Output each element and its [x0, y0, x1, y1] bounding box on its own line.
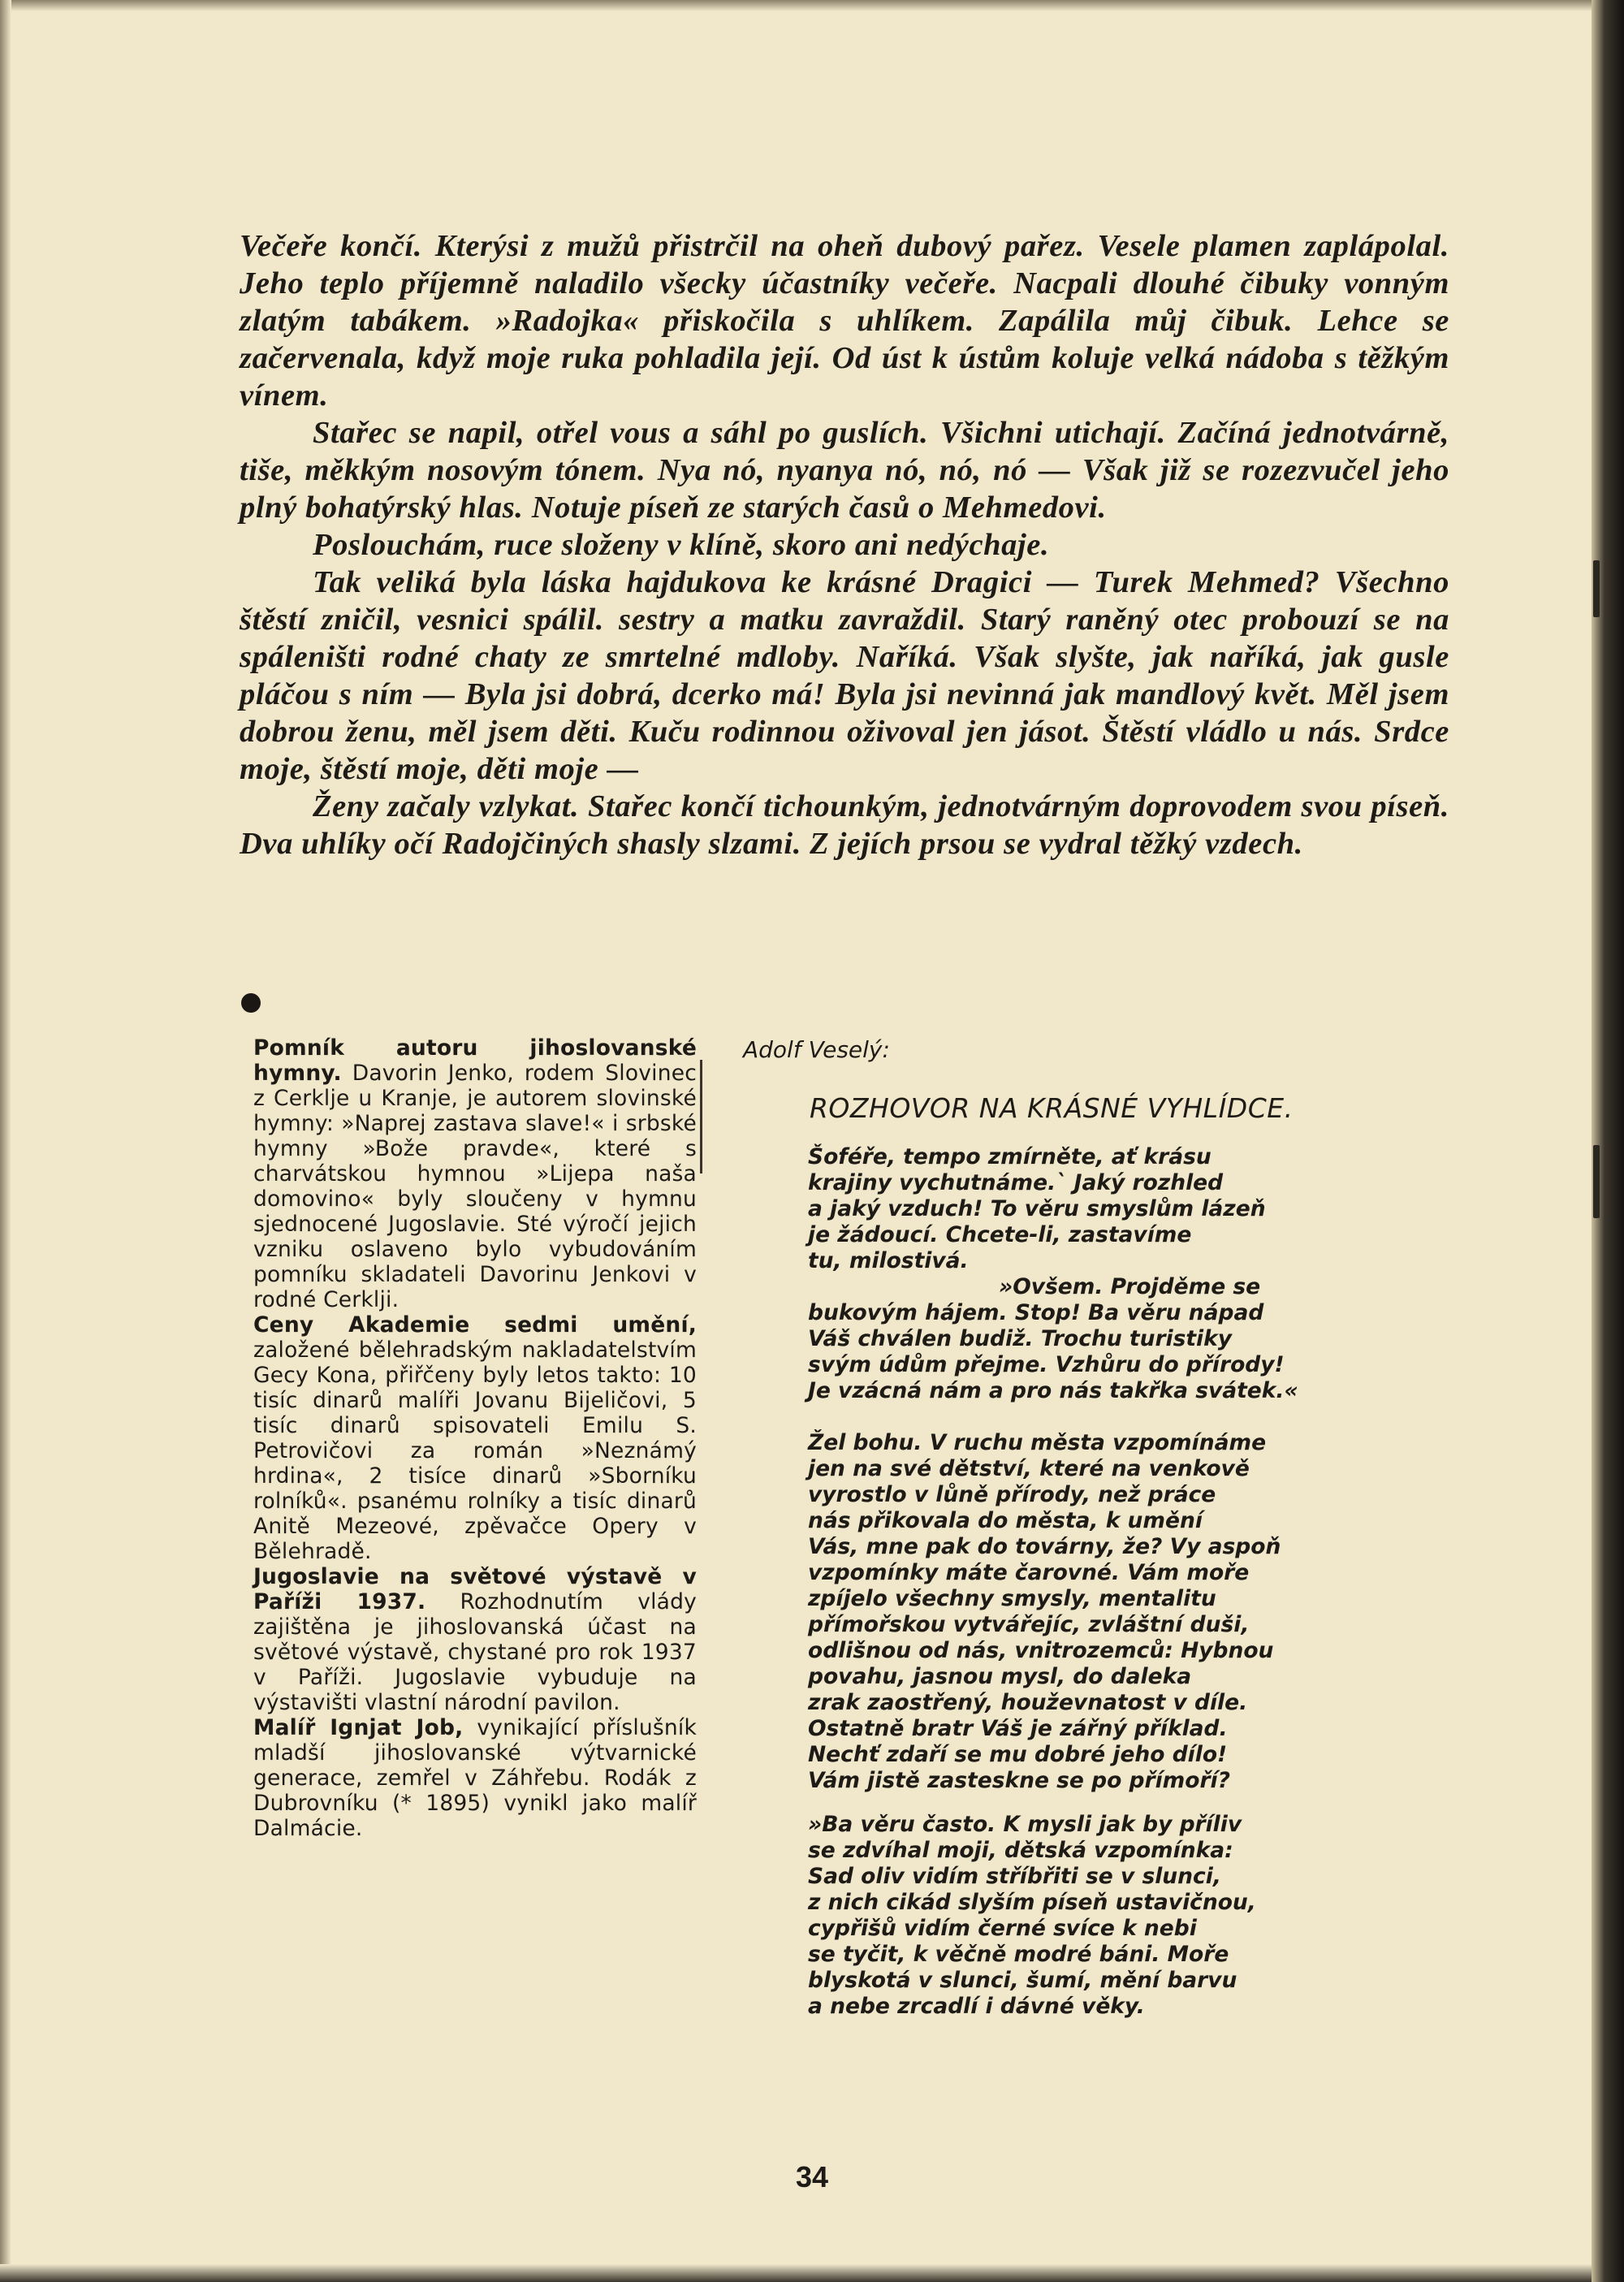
poem-line: Žel bohu. V ruchu města vzpomínáme [808, 1430, 1267, 1455]
news-item [253, 1564, 697, 1715]
news-item [253, 1715, 697, 1841]
news-title: Jugoslavie na světové výstavě v Paříži 1937. [253, 1564, 697, 1614]
poem-line: se zdvíhal moji, dětská vzpomínka: [808, 1838, 1233, 1863]
poem-line: je žádoucí. Chcete-li, zastavíme [808, 1222, 1192, 1247]
poem-line: a nebe zrcadlí i dávné věky. [808, 1994, 1145, 2019]
column-divider [700, 1060, 702, 1173]
poem-line: vzpomínky máte čarovné. Vám moře [808, 1560, 1250, 1585]
poem-line: »Ovšem. Projděme se [999, 1274, 1261, 1299]
poem-line: bukovým hájem. Stop! Ba věru nápad [808, 1300, 1264, 1325]
poem-stanza [808, 1144, 1376, 1404]
poem-line: »Ba věru často. K mysli jak by příliv [808, 1812, 1242, 1837]
poem-line: Nechť zdaří se mu dobré jeho dílo! [808, 1742, 1228, 1767]
news-title: Malíř Ignjat Job, [253, 1715, 464, 1740]
poem-line: cypřišů vidím černé svíce k nebi [808, 1916, 1197, 1941]
poem-stanza [808, 1430, 1376, 1794]
poem-line: Vás, mne pak do továrny, že? Vy aspoň [808, 1534, 1281, 1559]
poem-line: a jaký vzduch! To věru smyslům lázeň [808, 1196, 1266, 1221]
page-edge-top [0, 0, 1592, 11]
poem-line: vyrostlo v lůně přírody, než práce [808, 1482, 1216, 1507]
poem-stanza [808, 1812, 1376, 2020]
news-column [253, 1035, 697, 1841]
page-number: 34 [795, 2160, 829, 2193]
poem-line: Vám jistě zasteskne se po přímoří? [808, 1768, 1230, 1793]
page-binding-shadow [1592, 0, 1624, 2282]
news-item [253, 1035, 697, 1312]
news-text: vynikající příslušník mladší jihoslovanské výtvarnické generace, zemřel v Záhřebu. Rodák z Dubrovníku (* 1895) vynikl jako malíř Dalmácie. [253, 1715, 697, 1841]
poem-line: svým údům přejme. Vzhůru do přírody! [808, 1352, 1285, 1377]
intro-paragraph: Tak veliká byla láska hajdukova ke krásné Dragici — Turek Mehmed? Všechno štěstí zničil, vesnici spálil. sestry a matku zavraždil. Starý raněný otec probouzí se na spáleništi rodné chaty ze smrtelné mdloby. Naříká. Však slyšte, jak naříká, jak gusle pláčou s ním — Byla jsi dobrá, dcerko má! Byla jsi nevinná jak mandlový květ. Měl jsem dobrou ženu, měl jsem děti. Kuču rodinnou oživoval jen jásot. Štěstí vládlo u nás. Srdce moje, štěstí moje, děti moje — [240, 565, 1449, 786]
page-edge-bottom [0, 2264, 1592, 2282]
poem-line: Váš chválen budiž. Trochu turistiky [808, 1326, 1233, 1351]
poem-line: jen na své dětství, které na venkově [808, 1456, 1250, 1481]
section-bullet-icon [241, 993, 261, 1013]
poem-line: zpíjelo všechny smysly, mentalitu [808, 1586, 1216, 1611]
poem-line: Ostatně bratr Váš je zářný příklad. [808, 1716, 1228, 1741]
poem-line: blyskotá v slunci, šumí, mění barvu [808, 1968, 1237, 1993]
binding-mark-lower [1593, 1145, 1600, 1218]
poem-line: Šoféře, tempo zmírněte, ať krásu [808, 1144, 1212, 1169]
poem-line: odlišnou od nás, vnitrozemců: Hybnou [808, 1638, 1274, 1663]
poem-line: tu, milostivá. [808, 1248, 969, 1273]
binding-mark-upper [1593, 560, 1600, 617]
news-item [253, 1312, 697, 1564]
news-title: Ceny Akademie sedmi umění, [253, 1312, 697, 1338]
news-text: Davorin Jenko, rodem Slovinec z Cerklje u Kranje, je autorem slovinské hymny: »Naprej zastava slave!« i srbské hymny »Bože pravde«, které s charvátskou hymnou »Lijepa naša domovino« byly sloučeny v hymnu sjednocené Jugoslavie. Sté výročí jejich vzniku oslaveno bylo vybudováním pomníku skladateli Davorinu Jenkovi v rodné Cerklji. [253, 1061, 697, 1312]
intro-paragraph: Poslouchám, ruce složeny v klíně, skoro ani nedýchaje. [313, 528, 1050, 562]
news-text: Rozhodnutím vlády zajištěna je jihoslovanská účast na světové výstavě, chystané pro rok 1937 v Paříži. Jugoslavie vybuduje na výstavišti vlastní národní pavilon. [253, 1589, 697, 1715]
intro-paragraph: Stařec se napil, otřel vous a sáhl po guslích. Všichni utichají. Začíná jednotvárně, tiše, měkkým nosovým tónem. Nya nó, nyanya nó, nó, nó — Však již se rozezvučel jeho plný bohatýrský hlas. Notuje píseň ze starých časů o Mehmedovi. [240, 416, 1449, 525]
poem-title: ROZHOVOR NA KRÁSNÉ VYHLÍDCE. [810, 1092, 1294, 1124]
intro-paragraph: Večeře končí. Kterýsi z mužů přistrčil na oheň dubový pařez. Vesele plamen zaplápolal. Jeho teplo příjemně naladilo všecky účastníky večeře. Nacpali dlouhé čibuky vonným zlatým tabákem. »Radojka« přiskočila s uhlíkem. Zapálila můj čibuk. Lehce se začervenala, když moje ruka pohladila její. Od úst k ústům koluje velká nádoba s těžkým vínem. [240, 229, 1449, 413]
poem-line: přímořskou vytvářejíc, zvláštní duši, [808, 1612, 1250, 1637]
poem-line: Je vzácná nám a pro nás takřka svátek.« [808, 1378, 1298, 1403]
poem-line: Sad oliv vidím stříbřiti se v slunci, [808, 1864, 1221, 1889]
poem-line: se tyčit, k věčně modré báni. Moře [808, 1942, 1229, 1967]
poem-line: krajiny vychutnáme.` Jaký rozhled [808, 1170, 1224, 1195]
intro-paragraph: Ženy začaly vzlykat. Stařec končí tichounkým, jednotvárným doprovodem svou píseň. Dva uhlíky očí Radojčiných shasly slzami. Z jejích prsou se vydral těžký vzdech. [240, 789, 1449, 861]
poem-author: Adolf Veselý: [743, 1036, 890, 1063]
page-edge-left [0, 0, 11, 2282]
poem-line: z nich cikád slyším píseň ustavičnou, [808, 1890, 1256, 1915]
news-text: založené bělehradským nakladatelstvím Gecy Kona, přiřčeny byly letos takto: 10 tisíc dinarů malíři Jovanu Bijeličovi, 5 tisíc dinarů spisovateli Emilu S. Petrovičovi za román »Neznámý hrdina«, 2 tisíce dinarů »Sborníku rolníků«. psanému rolníky a tisíc dinarů Anitě Mezeové, zpěvačce Opery v Bělehradě. [253, 1338, 697, 1564]
poem-line: nás přikovala do města, k umění [808, 1508, 1203, 1533]
poem-line: zrak zaostřený, houževnatost v díle. [808, 1690, 1248, 1715]
news-title: Pomník autoru jihoslovanské hymny. [253, 1035, 697, 1086]
poem-column [743, 1035, 1376, 2020]
story-ending [240, 227, 1449, 862]
poem-line: povahu, jasnou mysl, do daleka [808, 1664, 1192, 1689]
